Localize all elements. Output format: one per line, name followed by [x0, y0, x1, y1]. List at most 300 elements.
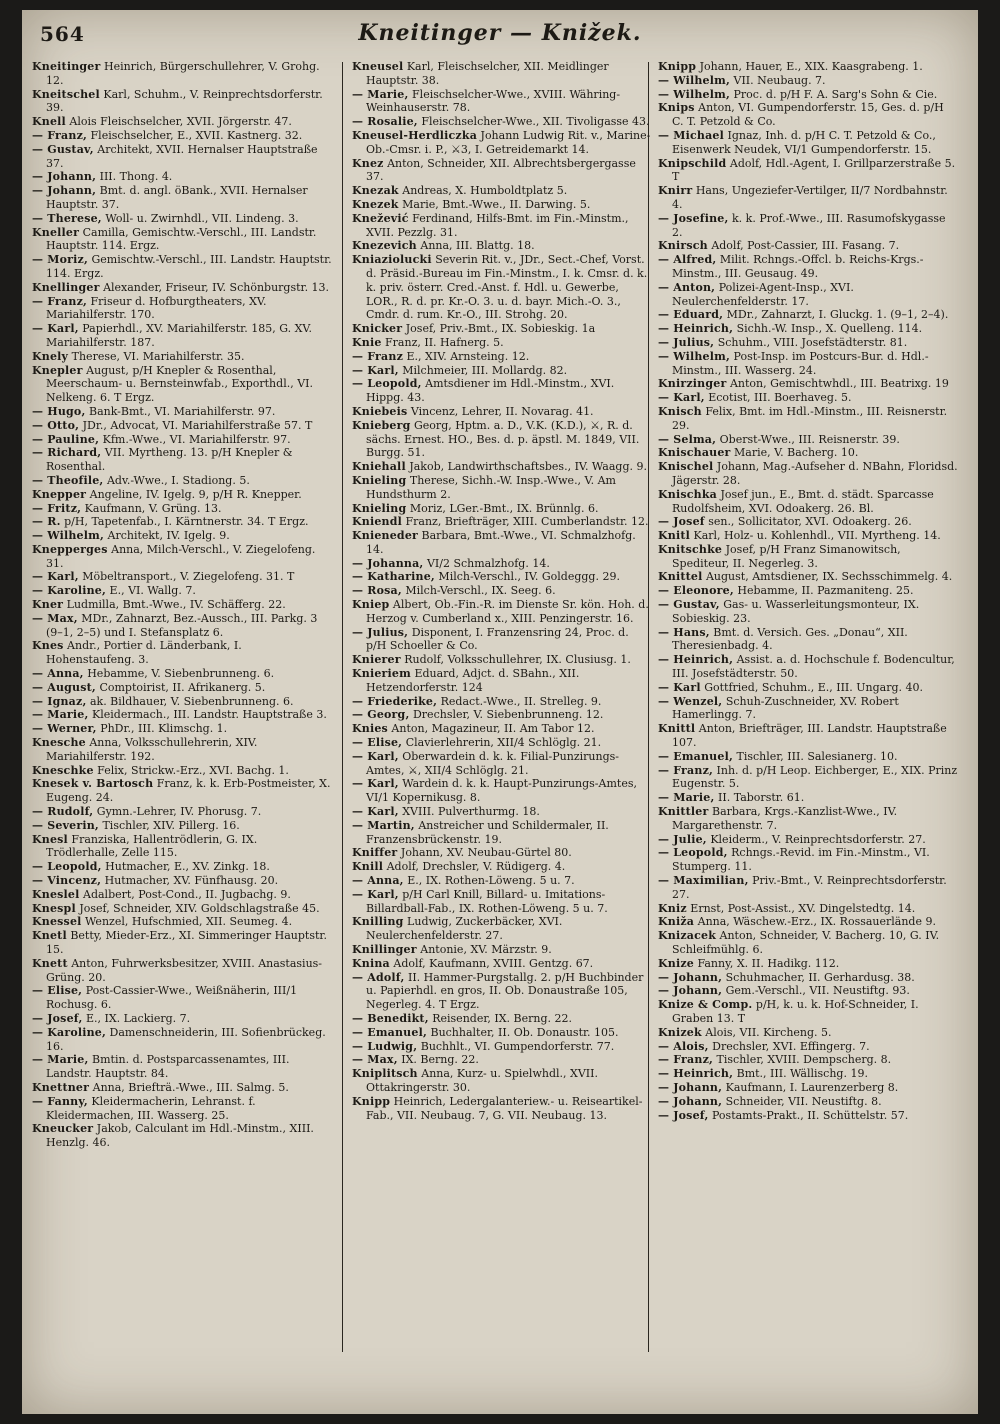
entry-details: Anna, III. Blattg. 18.	[416, 239, 535, 253]
entry-name: — R.	[32, 515, 61, 529]
directory-entry	[352, 1026, 652, 1040]
directory-entry	[352, 860, 652, 874]
directory-entry	[32, 529, 332, 543]
directory-entry	[658, 929, 958, 957]
entry-details: Josef jun., E., Bmt. d. städt. Sparcasse Rudolfsheim, XVI. Odoakerg. 26. Bl.	[672, 487, 934, 515]
entry-name: Knirr	[658, 184, 693, 198]
entry-details: JDr., Advocat, VI. Mariahilferstraße 57. T	[79, 418, 313, 432]
entry-name: Knittl	[658, 722, 696, 736]
entry-name: — Marie,	[32, 1053, 89, 1067]
entry-name: — Karoline,	[32, 584, 107, 598]
entry-name: Knischauer	[658, 446, 731, 460]
entry-name: — Josef,	[32, 1011, 83, 1025]
entry-name: Kniep	[352, 598, 390, 612]
directory-entry	[32, 929, 332, 957]
directory-entry	[658, 157, 958, 185]
entry-name: Knellinger	[32, 280, 100, 294]
entry-details: IX. Berng. 22.	[397, 1053, 479, 1067]
entry-details: Anton, Schneider, V. Bacherg. 10, G. IV. Schleifmühlg. 6.	[672, 929, 940, 956]
entry-details: Bmtin. d. Postsparcassenamtes, III. Landstr. Hauptstr. 84.	[46, 1053, 290, 1081]
entry-name: — Karl,	[352, 749, 399, 763]
directory-entry	[32, 364, 332, 405]
entry-name: Knepper	[32, 487, 87, 501]
entry-name: — Leopold,	[658, 846, 728, 860]
directory-entry	[32, 1081, 332, 1095]
entry-name: Knicker	[352, 322, 403, 336]
entry-details: Anton, Fuhrwerksbesitzer, XVIII. Anastasius-Grüng. 20.	[46, 956, 323, 984]
entry-details: Kleidermach., III. Landstr. Hauptstraße 3.	[88, 708, 327, 722]
entry-name: — Julius,	[658, 335, 715, 349]
entry-details: Schuhm., VIII. Josefstädterstr. 81.	[714, 335, 908, 349]
directory-entry	[32, 143, 332, 171]
entry-name: Kneucker	[32, 1122, 94, 1136]
entry-details: Kfm.-Wwe., VI. Mariahilferstr. 97.	[99, 432, 291, 446]
entry-name: Kner	[32, 598, 64, 612]
directory-entry	[32, 502, 332, 516]
running-title: Kneitinger — Knižek.	[358, 20, 642, 46]
entry-details: Damenschneiderin, III. Sofienbrückeg. 16.	[46, 1025, 326, 1053]
entry-details: Josef, p/H Franz Simanowitsch, Spediteur, II. Negerleg. 3.	[672, 542, 901, 570]
directory-entry	[658, 902, 958, 916]
entry-details: ak. Bildhauer, V. Siebenbrunneng. 6.	[86, 694, 294, 708]
entry-name: — Marie,	[658, 791, 715, 805]
entry-name: — Emanuel,	[352, 1025, 427, 1039]
directory-entry	[352, 653, 652, 667]
directory-entry	[352, 1067, 652, 1095]
entry-details: Fleischselcher-Wwe., XII. Tivoligasse 43.	[417, 115, 650, 129]
entry-details: Bank-Bmt., VI. Mariahilferstr. 97.	[85, 404, 276, 418]
entry-details: Anton, Magazineur, II. Am Tabor 12.	[387, 722, 595, 736]
directory-entry	[352, 695, 652, 709]
entry-name: — Marie,	[32, 708, 89, 722]
entry-name: Knischka	[658, 487, 717, 501]
entry-name: Knischel	[658, 460, 714, 474]
entry-details: Franziska, Hallentrödlerin, G. IX. Trödlerhalle, Zelle 115.	[46, 832, 258, 860]
entry-details: Gem.-Verschl., VII. Neustiftg. 93.	[722, 984, 910, 998]
directory-entry	[658, 281, 958, 309]
entry-name: — Wilhelm,	[658, 349, 730, 363]
directory-entry	[352, 253, 652, 322]
entry-name: Knillinger	[352, 943, 417, 956]
directory-entry	[658, 957, 958, 971]
directory-entry	[32, 1122, 332, 1150]
directory-entry	[32, 598, 332, 612]
directory-entry	[658, 833, 958, 847]
directory-entry	[352, 198, 652, 212]
entry-details: Adalbert, Post-Cond., II. Jugbachg. 9.	[79, 887, 291, 901]
directory-entry	[352, 846, 652, 860]
entry-name: — Josef	[658, 515, 705, 529]
directory-entry	[352, 515, 652, 529]
directory-entry	[658, 681, 958, 695]
directory-entry	[32, 570, 332, 584]
entry-details: Andr., Portier d. Länderbank, I. Hohenstaufeng. 3.	[46, 639, 242, 667]
directory-entry	[32, 226, 332, 254]
directory-entry	[32, 1053, 332, 1081]
entry-name: Knilling	[352, 915, 404, 929]
entry-name: — Alfred,	[658, 253, 717, 267]
entry-name: Knies	[352, 722, 388, 736]
entry-name: — Johann,	[658, 1094, 723, 1108]
directory-entry	[658, 433, 958, 447]
directory-entry	[352, 322, 652, 336]
entry-name: — Georg,	[352, 708, 410, 722]
directory-entry	[658, 695, 958, 723]
entry-details: Franz, k. k. Erb-Postmeister, X. Eugeng. 24.	[46, 777, 331, 805]
directory-entry	[658, 722, 958, 750]
entry-name: Knittel	[658, 570, 703, 584]
entry-details: Milit. Rchngs.-Offcl. b. Reichs-Krgs.-Minstm., III. Geusaug. 49.	[672, 253, 924, 280]
entry-details: XVIII. Pulverthurmg. 18.	[398, 805, 540, 819]
entry-name: — Vincenz,	[32, 874, 102, 888]
directory-entry	[352, 584, 652, 598]
entry-details: Adolf, Post-Cassier, III. Fasang. 7.	[707, 239, 900, 253]
directory-entry	[352, 60, 652, 88]
entry-name: — Benedikt,	[352, 1011, 429, 1025]
entry-name: Knitl	[658, 529, 690, 543]
directory-entry	[32, 1095, 332, 1123]
entry-details: Betty, Mieder-Erz., XI. Simmeringer Hauptstr. 15.	[46, 929, 327, 956]
entry-details: Comptoirist, II. Afrikanerg. 5.	[95, 680, 266, 694]
entry-details: VII. Neubaug. 7.	[730, 73, 826, 87]
entry-details: Postamts-Prakt., II. Schüttelstr. 57.	[708, 1108, 909, 1122]
directory-entry	[658, 336, 958, 350]
entry-name: — Eleonore,	[658, 584, 734, 598]
entry-details: Hebamme, V. Siebenbrunneng. 6.	[83, 667, 275, 681]
entry-details: Johann, Mag.-Aufseher d. NBahn, Floridsd. Jägerstr. 28.	[672, 460, 958, 487]
entry-details: August, p/H Knepler & Rosenthal, Meerschaum- u. Bernsteinwfab., Exporthdl., VI. Nelkeng. 6. T Ergz.	[46, 363, 313, 405]
entry-name: — Pauline,	[32, 432, 100, 446]
entry-name: Kneusel-Herdliczka	[352, 128, 478, 142]
entry-details: Architekt, IV. Igelg. 9.	[104, 529, 230, 543]
entry-name: — Rosalie,	[352, 115, 418, 129]
directory-entry	[32, 902, 332, 916]
entry-name: Kniehall	[352, 460, 406, 474]
entry-details: Assist. a. d. Hochschule f. Bodencultur, III. Josefstädterstr. 50.	[672, 653, 955, 681]
directory-entry	[658, 322, 958, 336]
entry-name: — Anna,	[32, 667, 84, 681]
entry-details: Oberst-Wwe., III. Reisnerstr. 39.	[716, 432, 900, 446]
directory-entry	[352, 819, 652, 847]
entry-name: — Martin,	[352, 818, 415, 832]
entry-name: — Michael	[658, 128, 724, 142]
entry-name: — Ludwig,	[352, 1039, 418, 1053]
entry-name: Knittler	[658, 805, 709, 819]
entry-details: Therese, Sichh.-W. Insp.-Wwe., V. Am Hundsthurm 2.	[366, 473, 616, 501]
directory-entry	[658, 971, 958, 985]
directory-entry	[352, 626, 652, 654]
entry-name: — Johann,	[32, 170, 97, 184]
entry-name: Knipp	[352, 1094, 391, 1108]
directory-entry	[658, 653, 958, 681]
directory-entry	[658, 239, 958, 253]
entry-name: — Ignaz,	[32, 694, 87, 708]
entry-name: — Hans,	[658, 625, 710, 639]
entry-name: — Julius,	[352, 625, 409, 639]
entry-details: E., XIV. Arnsteing. 12.	[403, 349, 530, 363]
entry-details: Jakob, Calculant im Hdl.-Minstm., XIII. Henzlg. 46.	[46, 1122, 314, 1150]
entry-details: Anton, Gemischtwhdl., III. Beatrixg. 19	[726, 377, 949, 391]
entry-details: Johann Ludwig Rit. v., Marine-Ob.-Cmsr. i. P., ⚔3, I. Getreidemarkt 14.	[366, 128, 651, 156]
entry-name: — Franz,	[32, 294, 88, 308]
entry-name: — Anna,	[352, 874, 404, 888]
directory-entry	[32, 88, 332, 116]
entry-name: — Friederike,	[352, 694, 438, 708]
directory-entry	[32, 474, 332, 488]
directory-entry	[658, 915, 958, 929]
entry-details: Karl, Holz- u. Kohlenhdl., VII. Myrtheng. 14.	[690, 529, 941, 543]
entry-name: — Heinrich,	[658, 1067, 734, 1081]
entry-name: — Wenzel,	[658, 694, 723, 708]
directory-entry	[352, 129, 652, 157]
entry-name: Knesche	[32, 736, 86, 750]
entry-name: Knezevich	[352, 239, 417, 253]
directory-entry	[352, 212, 652, 240]
entry-name: — Johann,	[32, 184, 97, 198]
entry-details: Ludmilla, Bmt.-Wwe., IV. Schäfferg. 22.	[63, 598, 286, 612]
directory-entry	[658, 626, 958, 654]
entry-details: Tischler, III. Salesianerg. 10.	[732, 749, 898, 763]
entry-details: Anstreicher und Schildermaler, II. Franzensbrückenstr. 19.	[366, 818, 609, 846]
directory-entry	[352, 971, 652, 1012]
entry-name: Kniffer	[352, 846, 398, 860]
entry-name: — Gustav,	[32, 142, 94, 156]
entry-details: Oberwardein d. k. k. Filial-Punzirungs-Amtes, ⚔, XII/4 Schlöglg. 21.	[366, 749, 619, 777]
entry-name: Knirzinger	[658, 377, 727, 391]
entry-name: — Adolf,	[352, 970, 405, 984]
entry-name: — Eduard,	[658, 308, 724, 322]
entry-name: Knitschke	[658, 542, 723, 556]
entry-details: Bmt., III. Wällischg. 19.	[733, 1067, 868, 1081]
directory-entry	[32, 1026, 332, 1054]
directory-entry	[352, 943, 652, 957]
directory-entry	[352, 598, 652, 626]
entry-name: Kniz	[658, 901, 687, 915]
directory-entry	[658, 488, 958, 516]
entry-name: — Josefine,	[658, 211, 729, 225]
entry-details: Felix, Bmt. im Hdl.-Minstm., III. Reisnerstr. 29.	[672, 404, 948, 432]
entry-details: k. k. Prof.-Wwe., III. Rasumofskygasse 2.	[672, 211, 946, 239]
entry-details: Priv.-Bmt., V. Reinprechtsdorferstr. 27.	[672, 874, 947, 901]
directory-entry	[658, 1081, 958, 1095]
directory-entry	[32, 322, 332, 350]
directory-entry	[658, 1067, 958, 1081]
entry-details: Bmt. d. Versich. Ges. „Donau“, XII. Theresienbadg. 4.	[672, 625, 908, 653]
directory-entry	[352, 957, 652, 971]
entry-details: Gas- u. Wasserleitungsmonteur, IX. Sobieskig. 23.	[672, 598, 920, 625]
directory-entry	[658, 998, 958, 1026]
entry-name: — Heinrich,	[658, 322, 734, 336]
entry-name: Knieneder	[352, 529, 419, 543]
directory-entry	[658, 350, 958, 378]
directory-entry	[32, 736, 332, 764]
directory-entry	[658, 543, 958, 571]
entry-name: — Karl,	[352, 805, 399, 819]
directory-entry	[32, 543, 332, 571]
entry-details: MDr., Zahnarzt, Bez.-Aussch., III. Parkg. 3 (9–1, 2–5) und I. Stefansplatz 6.	[46, 611, 318, 639]
entry-details: Alois, VII. Kircheng. 5.	[701, 1025, 832, 1039]
entry-details: Fleischselcher-Wwe., XVIII. Währing-Weinhauserstr. 78.	[366, 87, 621, 115]
entry-name: — Elise,	[352, 736, 403, 750]
directory-entry	[352, 88, 652, 116]
directory-entry	[658, 598, 958, 626]
entry-details: Marie, Bmt.-Wwe., II. Darwing. 5.	[398, 197, 591, 211]
directory-entry	[32, 639, 332, 667]
directory-entry	[352, 529, 652, 557]
entry-details: August, Amtsdiener, IX. Sechsschimmelg. 4.	[702, 570, 953, 584]
directory-entry	[32, 212, 332, 226]
entry-name: — Leopold,	[32, 860, 102, 874]
entry-details: II. Hammer-Purgstallg. 2. p/H Buchbinder u. Papierhdl. en gros, II. Ob. Donaustraße 105, Negerleg. 4. T Ergz.	[366, 970, 644, 1012]
entry-name: — Johanna,	[352, 556, 424, 570]
entry-name: Knieriem	[352, 667, 411, 681]
directory-entry	[352, 377, 652, 405]
entry-details: Georg, Hptm. a. D., V.K. (K.D.), ⚔, R. d. sächs. Ernest. HO., Bes. d. p. äpstl. M. 1849, VII. Burgg. 51.	[366, 418, 640, 460]
entry-details: Johann, Hauer, E., XIX. Kaasgrabeng. 1.	[696, 60, 923, 73]
entry-details: Therese, VI. Mariahilferstr. 35.	[68, 349, 245, 363]
entry-name: Knipp	[658, 60, 697, 73]
entry-name: — Johann,	[658, 1080, 723, 1094]
directory-entry	[32, 984, 332, 1012]
entry-name: Knettner	[32, 1080, 90, 1094]
entry-name: — Hugo,	[32, 404, 86, 418]
entry-details: Post-Cassier-Wwe., Weißnäherin, III/1 Rochusg. 6.	[46, 984, 298, 1012]
entry-name: — Julie,	[658, 832, 707, 846]
entry-details: Milchmeier, III. Mollardg. 82.	[398, 363, 568, 377]
entry-name: Kneusel	[352, 60, 404, 73]
entry-details: Anton, Briefträger, III. Landstr. Hauptstraße 107.	[672, 722, 947, 750]
entry-name: Knes	[32, 639, 64, 653]
directory-entry	[32, 60, 332, 88]
entry-name: — Therese,	[32, 211, 102, 225]
directory-entry	[352, 708, 652, 722]
entry-name: — Karoline,	[32, 1025, 107, 1039]
entry-details: Eduard, Adjct. d. SBahn., XII. Hetzendorferstr. 124	[366, 667, 580, 694]
entry-details: Wenzel, Hufschmied, XII. Seumeg. 4.	[81, 915, 293, 929]
entry-name: Knill	[352, 860, 384, 874]
entry-name: Kneitschel	[32, 87, 100, 101]
directory-entry	[658, 846, 958, 874]
entry-details: Wardein d. k. k. Haupt-Punzirungs-Amtes, VI/1 Kopernikusg. 8.	[366, 777, 637, 805]
entry-details: Redact.-Wwe., II. Strelleg. 9.	[437, 694, 602, 708]
entry-name: Knez	[352, 156, 384, 170]
entry-details: Josef, Schneider, XIV. Goldschlagstraße 45.	[75, 901, 320, 915]
entry-details: Ernst, Post-Assist., XV. Dingelstedtg. 14.	[686, 901, 916, 915]
directory-entry	[32, 915, 332, 929]
directory-entry	[32, 667, 332, 681]
entry-details: Milch-Verschl., IX. Seeg. 6.	[401, 584, 556, 598]
entry-name: — Karl,	[32, 322, 79, 336]
directory-entry	[658, 129, 958, 157]
entry-name: — Richard,	[32, 446, 102, 460]
entry-details: Heinrich, Ledergalanteriew.- u. Reiseartikel-Fab., VII. Neubaug. 7, G. VII. Neubaug. 13.	[366, 1094, 643, 1122]
entry-details: Clavierlehrerin, XII/4 Schlöglg. 21.	[402, 736, 602, 750]
entry-details: Schuhmacher, II. Gerhardusg. 38.	[722, 970, 915, 984]
directory-entry	[658, 529, 958, 543]
directory-entry	[658, 1040, 958, 1054]
entry-details: Ludwig, Zuckerbäcker, XVI. Neulerchenfelderstr. 27.	[366, 915, 563, 943]
entry-name: Kneschke	[32, 763, 94, 777]
directory-entry	[658, 212, 958, 240]
entry-name: Knizek	[658, 1025, 702, 1039]
entry-details: Camilla, Gemischtw.-Verschl., III. Landstr. Hauptstr. 114. Ergz.	[46, 225, 317, 253]
entry-name: — Emanuel,	[658, 749, 733, 763]
entry-details: Anna, Volksschullehrerin, XIV. Mariahilferstr. 192.	[46, 736, 258, 763]
directory-entry	[352, 115, 652, 129]
entry-name: — Franz,	[658, 763, 714, 777]
entry-name: Kniaziolucki	[352, 253, 432, 267]
directory-entry	[32, 860, 332, 874]
directory-entry	[32, 295, 332, 323]
entry-details: Barbara, Bmt.-Wwe., VI. Schmalzhofg. 14.	[366, 529, 636, 556]
entry-details: Papierhdl., XV. Mariahilferstr. 185, G. XV. Mariahilferstr. 187.	[46, 322, 312, 349]
entry-name: — Moriz,	[32, 253, 88, 267]
entry-details: Schneider, VII. Neustiftg. 8.	[722, 1094, 882, 1108]
entry-details: Anna, Briefträ.-Wwe., III. Salmg. 5.	[89, 1080, 289, 1094]
directory-entry	[658, 405, 958, 433]
directory-entry	[32, 957, 332, 985]
entry-details: Moriz, LGer.-Bmt., IX. Brünnlg. 6.	[406, 501, 599, 515]
entry-name: — Rosa,	[352, 584, 402, 598]
entry-details: Adolf, Hdl.-Agent, I. Grillparzerstraße 5. T	[672, 156, 956, 184]
directory-entry	[658, 584, 958, 598]
entry-name: Knezak	[352, 184, 399, 198]
directory-entry	[352, 736, 652, 750]
entry-details: Anna, Milch-Verschl., V. Ziegelofeng. 31.	[46, 542, 316, 570]
directory-entry	[32, 722, 332, 736]
entry-details: Rudolf, Volksschullehrer, IX. Clusiusg. 1.	[400, 653, 631, 667]
entry-name: Kniendl	[352, 515, 403, 529]
entry-details: Sichh.-W. Insp., X. Quelleng. 114.	[733, 322, 923, 336]
directory-entry	[352, 805, 652, 819]
entry-name: — Johann,	[658, 970, 723, 984]
directory-entry	[352, 750, 652, 778]
entry-name: Knely	[32, 349, 69, 363]
entry-name: — Elise,	[32, 984, 83, 998]
entry-name: Knisch	[658, 404, 702, 418]
directory-entry	[658, 391, 958, 405]
entry-details: Gottfried, Schuhm., E., III. Ungarg. 40.	[700, 680, 924, 694]
directory-entry	[352, 405, 652, 419]
entry-name: — Maximilian,	[658, 874, 749, 888]
entry-details: Johann, XV. Neubau-Gürtel 80.	[397, 846, 572, 860]
entry-name: Knize	[658, 956, 694, 970]
directory-entry	[658, 1109, 958, 1123]
entry-details: VII. Myrtheng. 13. p/H Knepler & Rosenthal.	[46, 446, 293, 474]
entry-name: Knierer	[352, 653, 401, 667]
directory-entry	[32, 874, 332, 888]
entry-name: Knieling	[352, 473, 407, 487]
entry-details: E., VI. Wallg. 7.	[106, 584, 196, 598]
entry-name: Knett	[32, 956, 68, 970]
entry-name: Knieling	[352, 501, 407, 515]
column-left	[32, 60, 332, 1360]
entry-name: — Karl	[658, 680, 701, 694]
entry-details: Felix, Strickw.-Erz., XVI. Bachg. 1.	[93, 763, 289, 777]
entry-details: Barbara, Krgs.-Kanzlist-Wwe., IV. Margarethenstr. 7.	[672, 805, 898, 832]
entry-details: Proc. d. p/H F. A. Sarg's Sohn & Cie.	[730, 87, 938, 101]
directory-entry	[352, 184, 652, 198]
directory-entry	[32, 777, 332, 805]
entry-details: Woll- u. Zwirnhdl., VII. Lindeng. 3.	[101, 211, 299, 225]
entry-name: Knie	[352, 335, 382, 349]
directory-entry	[352, 239, 652, 253]
entry-name: — Karl,	[352, 363, 399, 377]
directory-entry	[32, 1012, 332, 1026]
entry-name: Kniplitsch	[352, 1067, 418, 1081]
entry-name: — Rudolf,	[32, 805, 94, 819]
directory-entry	[352, 722, 652, 736]
